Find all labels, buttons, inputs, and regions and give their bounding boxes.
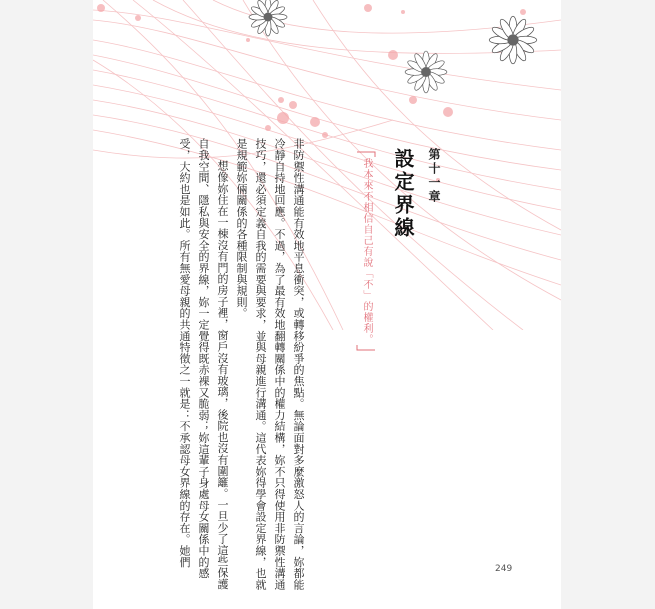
chapter-title: 設定界線 [391, 148, 415, 240]
body-paragraph: 非防禦性溝通能有效地平息衝突，或轉移紛爭的焦點。無論面對多麼激怒人的言論，妳都能冷靜自持地回應。不過，為了最有效地翻轉關係中的權力結構，妳不只得使用非防禦性溝通技巧，還必須定義自我的需要與要求，並與母親進行溝通。這代表妳得學會設定界線，也就是規範妳倆關係的各種限制與規則。 [235, 138, 305, 590]
page-number: 249 [495, 564, 513, 574]
body-text [175, 138, 308, 598]
daisy-flower-icon [405, 51, 447, 93]
book-page [93, 0, 561, 609]
daisy-flower-icon [249, 0, 287, 36]
chapter-epigraph: 我本來不相信自己有說「不」的權利。 [361, 158, 372, 345]
body-paragraph: 想像妳住在一棟沒有門的房子裡，窗戶沒有玻璃，後院也沒有圍籬。一旦少了這些保護自我空間、隱私與安全的界線，妳一定覺得既赤裸又脆弱；妳這輩子身處母女關係中的感受，大約也是如此。所有無愛母親的共通特徵之一就是：不承認母女界線的存在。她們 [178, 138, 229, 590]
chapter-number: 第十一章 [427, 148, 441, 204]
decorative-header-art [93, 0, 561, 330]
daisy-flower-icon [489, 16, 537, 64]
